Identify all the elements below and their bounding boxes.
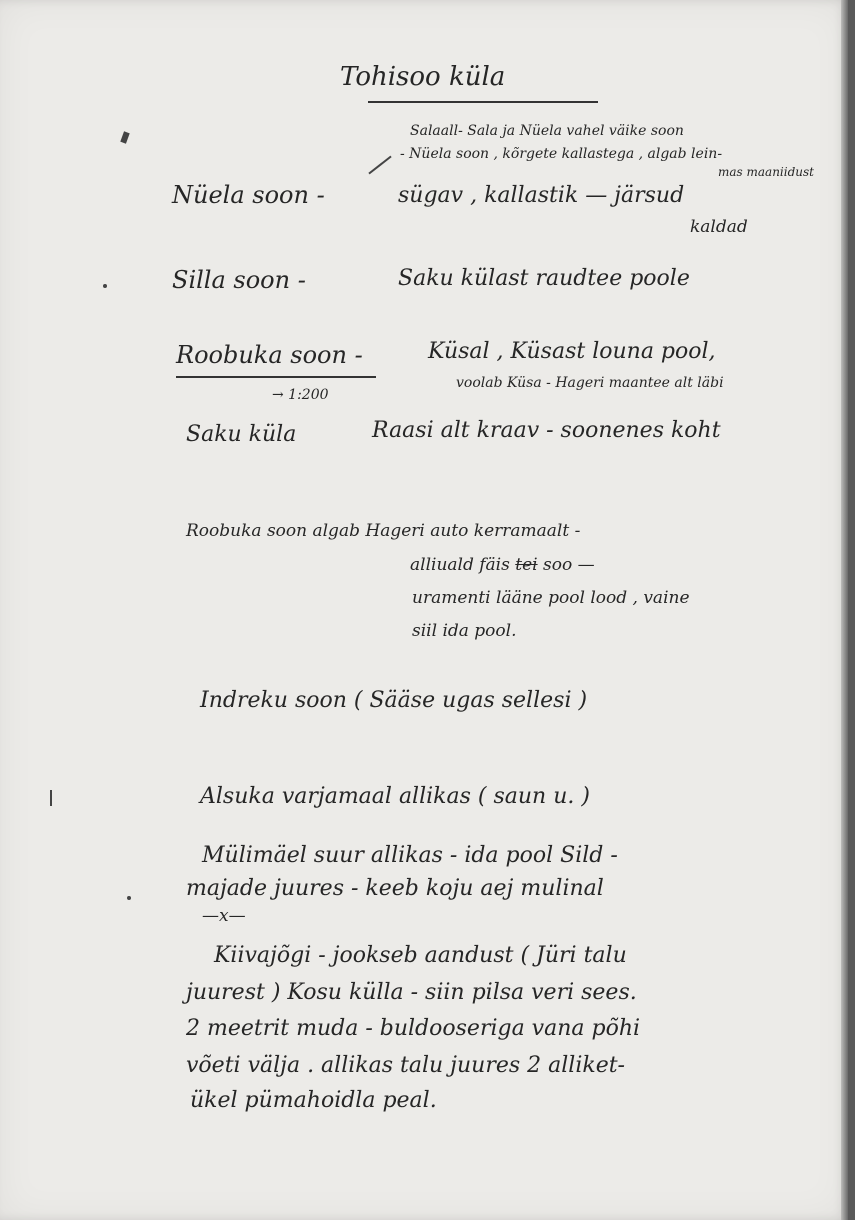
alsuka-line: Alsuka varjamaal allikas ( saun u. )	[200, 784, 590, 809]
page-title: Tohisoo küla	[340, 62, 506, 92]
roobuka-soon-name: Roobuka soon -	[176, 341, 363, 369]
insertion-slash	[368, 156, 391, 175]
kiivajogi-line-2: juurest ) Kosu külla - siin pilsa veri sees.	[186, 980, 637, 1005]
kiivajogi-line-5: ükel pümahoidla peal.	[190, 1088, 437, 1113]
roobuka-para-struck-word: tei	[515, 555, 538, 575]
silla-soon-desc: Saku külast raudtee poole	[398, 266, 690, 291]
nuela-soon-desc: sügav , kallastik — järsud	[398, 183, 685, 208]
roobuka-scale: → 1:200	[272, 387, 329, 403]
kiivajogi-line-1: Kiivajõgi - jookseb aandust ( Jüri talu	[214, 943, 627, 968]
roobuka-soon-desc-2: voolab Küsa - Hageri maantee alt läbi	[456, 375, 724, 391]
title-underline	[368, 101, 598, 103]
roobuka-para-line-2-end: soo —	[543, 555, 595, 575]
section-separator: —x—	[202, 906, 246, 926]
kiivajogi-line-3: 2 meetrit muda - buldooseriga vana põhi	[186, 1016, 641, 1041]
saku-kula-name: Saku küla	[186, 422, 297, 447]
nuela-soon-name: Nüela soon -	[172, 181, 325, 209]
silla-soon-name: Silla soon -	[172, 266, 306, 294]
roobuka-para-line-3: uramenti lääne pool lood , vaine	[412, 588, 690, 608]
nuela-insert-line-2: - Nüela soon , kõrgete kallastega , algab lein-	[400, 146, 723, 162]
roobuka-para-line-4: siil ida pool.	[412, 621, 517, 641]
roobuka-soon-desc: Küsal , Küsast louna pool,	[428, 339, 716, 364]
roobuka-underline	[176, 376, 376, 378]
nuela-insert-line-1: Salaall- Sala ja Nüela vahel väike soon	[410, 123, 684, 139]
paper-edge-shadow	[841, 0, 848, 1220]
margin-stroke	[50, 790, 52, 806]
margin-dot	[127, 896, 131, 900]
roobuka-para-line-2	[410, 557, 595, 574]
indreku-soon: Indreku soon ( Sääse ugas sellesi )	[200, 688, 588, 713]
mulimail-line-1: Mülimäel suur allikas - ida pool Sild -	[202, 843, 618, 868]
saku-kula-desc: Raasi alt kraav - soonenes koht	[372, 418, 721, 443]
nuela-insert-line-3: mas maaniidust	[718, 165, 814, 179]
margin-tick-mark	[120, 131, 129, 143]
roobuka-para-line-1: Roobuka soon algab Hageri auto kerramaalt -	[186, 521, 581, 541]
kiivajogi-line-4: võeti välja . allikas talu juures 2 alliket-	[186, 1053, 625, 1078]
roobuka-para-line-2-start: alliuald fäis	[410, 555, 510, 575]
margin-dot	[103, 284, 107, 288]
nuela-soon-desc-2: kaldad	[690, 217, 748, 237]
mulimail-line-2: majade juures - keeb koju aej mulinal	[186, 876, 604, 901]
